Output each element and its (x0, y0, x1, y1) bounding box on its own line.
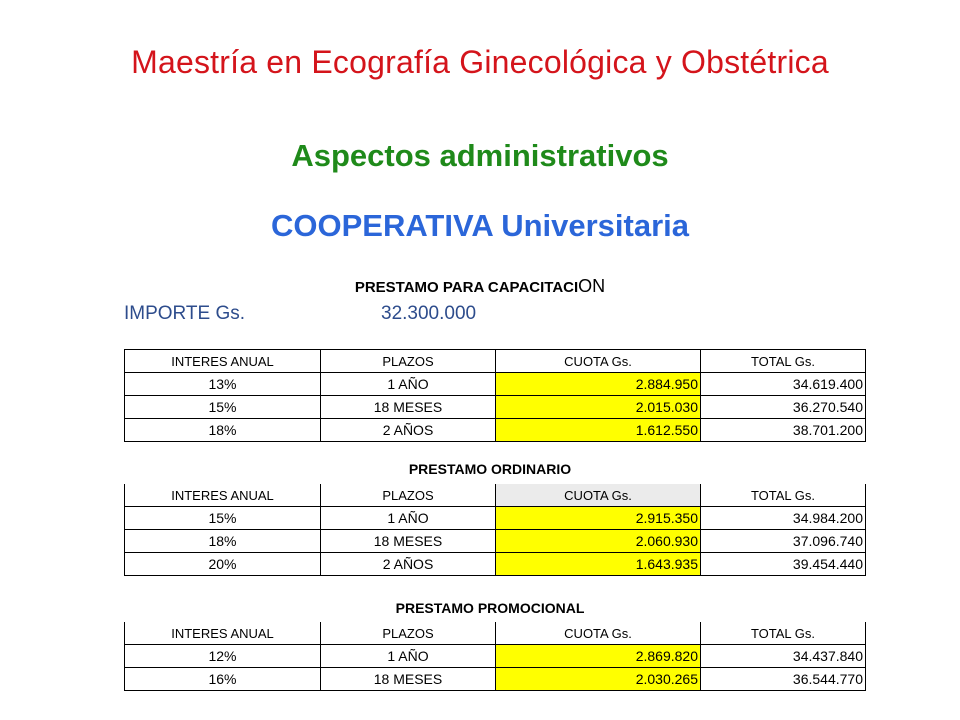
col-header-plazos: PLAZOS (321, 622, 496, 645)
cooperative-name: COOPERATIVA Universitaria (270, 208, 690, 243)
cell-cuota: 2.030.265 (496, 668, 701, 691)
cell-cuota: 1.612.550 (496, 419, 701, 442)
table-row (125, 396, 866, 419)
table-ordinario (124, 484, 866, 576)
col-header-cuota: CUOTA Gs. (496, 622, 701, 645)
table-row (125, 553, 866, 576)
cell-interes: 15% (125, 396, 321, 419)
table-row (125, 645, 866, 668)
table-row (125, 530, 866, 553)
cell-total: 34.619.400 (701, 373, 866, 396)
cell-total: 39.454.440 (701, 553, 866, 576)
cell-cuota: 2.015.030 (496, 396, 701, 419)
col-header-cuota: CUOTA Gs. (496, 484, 701, 507)
cell-total: 34.437.840 (701, 645, 866, 668)
cell-interes: 15% (125, 507, 321, 530)
cell-interes: 13% (125, 373, 321, 396)
cell-plazo: 2 AÑOS (321, 419, 496, 442)
col-header-total: TOTAL Gs. (701, 622, 866, 645)
cell-plazo: 1 AÑO (321, 645, 496, 668)
col-header-total: TOTAL Gs. (701, 484, 866, 507)
cell-interes: 20% (125, 553, 321, 576)
page-title: Maestría en Ecografía Ginecológica y Obstétrica (131, 44, 829, 80)
cell-plazo: 1 AÑO (321, 507, 496, 530)
cell-interes: 16% (125, 668, 321, 691)
table-row (125, 373, 866, 396)
cell-total: 36.270.540 (701, 396, 866, 419)
cell-interes: 12% (125, 645, 321, 668)
cell-total: 34.984.200 (701, 507, 866, 530)
col-header-plazos: PLAZOS (321, 350, 496, 373)
cell-total: 38.701.200 (701, 419, 866, 442)
cell-total: 37.096.740 (701, 530, 866, 553)
importe-label: IMPORTE Gs. (124, 303, 246, 324)
cell-cuota: 2.060.930 (496, 530, 701, 553)
page-subtitle: Aspectos administrativos (291, 138, 669, 173)
importe-value: 32.300.000 (381, 303, 477, 324)
col-header-plazos: PLAZOS (321, 484, 496, 507)
col-header-interes: INTERES ANUAL (125, 622, 321, 645)
table-promocional (124, 622, 866, 691)
cell-cuota: 2.884.950 (496, 373, 701, 396)
table-capacitacion (124, 349, 866, 442)
table-header-row (125, 350, 866, 373)
cell-plazo: 18 MESES (321, 668, 496, 691)
cell-cuota: 2.869.820 (496, 645, 701, 668)
cell-interes: 18% (125, 530, 321, 553)
cell-total: 36.544.770 (701, 668, 866, 691)
col-header-interes: INTERES ANUAL (125, 484, 321, 507)
table-row (125, 507, 866, 530)
cell-plazo: 1 AÑO (321, 373, 496, 396)
col-header-interes: INTERES ANUAL (125, 350, 321, 373)
cell-interes: 18% (125, 419, 321, 442)
loan-heading-suffix: ON (578, 276, 606, 296)
cell-cuota: 2.915.350 (496, 507, 701, 530)
cell-cuota: 1.643.935 (496, 553, 701, 576)
section-title-promocional: PRESTAMO PROMOCIONAL (395, 600, 585, 616)
loan-heading-capacitacion (0, 276, 960, 297)
cell-plazo: 2 AÑOS (321, 553, 496, 576)
cell-plazo: 18 MESES (321, 530, 496, 553)
table-header-row (125, 622, 866, 645)
col-header-total: TOTAL Gs. (701, 350, 866, 373)
col-header-cuota: CUOTA Gs. (496, 350, 701, 373)
loan-heading-main: PRESTAMO PARA CAPACITACI (354, 279, 579, 296)
section-title-ordinario: PRESTAMO ORDINARIO (408, 461, 572, 477)
cell-plazo: 18 MESES (321, 396, 496, 419)
table-header-row (125, 484, 866, 507)
table-row (125, 668, 866, 691)
table-row (125, 419, 866, 442)
